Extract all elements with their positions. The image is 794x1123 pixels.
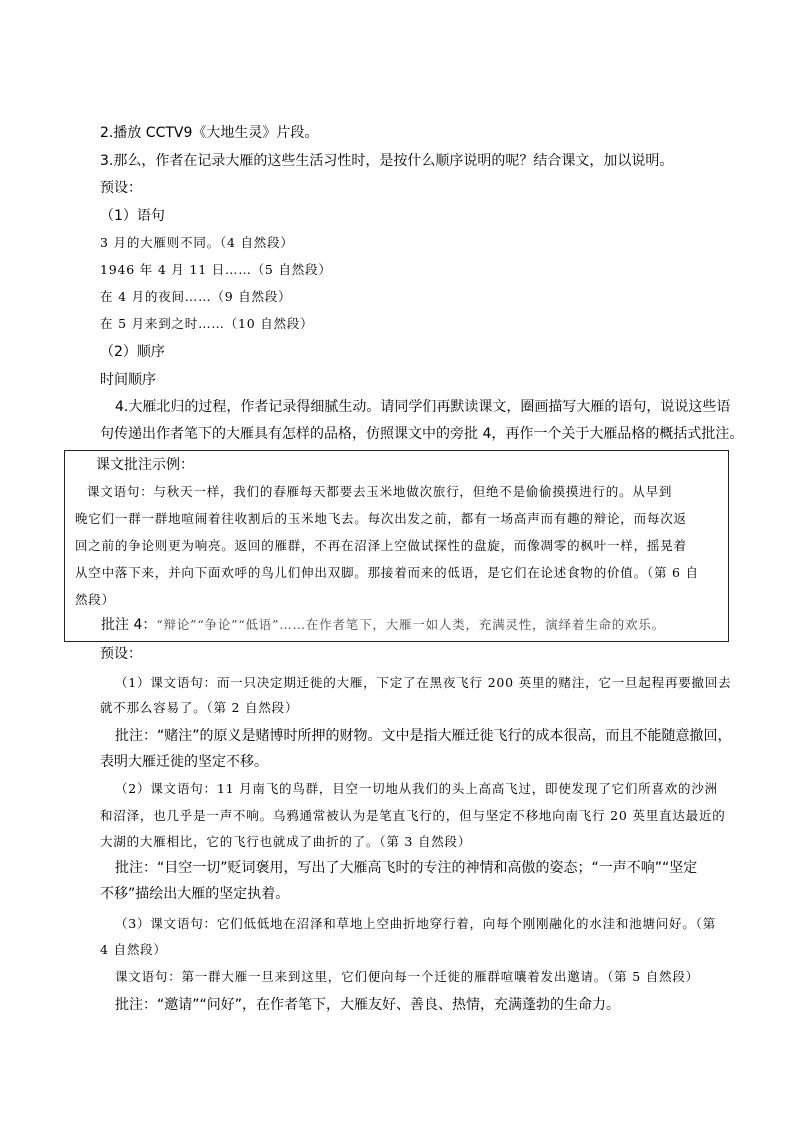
item-3-sentence-2: 课文语句：第一群大雁一旦来到这里，它们便向每一个迁徙的雁群喧嚷着发出邀请。（第 5 自然段） <box>115 969 699 984</box>
item-3-sentence-line-1: （3）课文语句：它们低低地在沼泽和草地上空曲折地穿行着，向每个刚刚融化的水洼和池塘问好。（第 <box>115 916 717 931</box>
order-answer: 时间顺序 <box>100 372 156 388</box>
item-2-sentence-line-3: 大湖的大雁相比，它的飞行也就成了曲折的了。（第 3 自然段） <box>100 834 472 849</box>
box-note-label: 批注 4： <box>101 617 157 633</box>
box-note-4 <box>101 615 665 635</box>
sentence-para-4: 3 月的大雁则不同。（4 自然段） <box>100 235 294 250</box>
item-1-note-line-2: 表明大雁迁徙的坚定不移。 <box>100 754 268 770</box>
item-3-sentence-line-2: 4 自然段） <box>100 942 167 957</box>
sentence-para-10: 在 5 月来到之时……（10 自然段） <box>100 316 314 331</box>
box-note-body: “辩论”“争论”“低语”……在作者笔下，大雁一如人类，充满灵性，演绎着生命的欢乐。 <box>156 617 666 632</box>
box-sentence-line-4: 从空中落下来，并向下面欢呼的鸟儿们伸出双脚。那接着而来的低语，是它们在论述食物的价值。（第 6 自 <box>75 565 699 580</box>
order-heading: （2）顺序 <box>100 344 165 360</box>
item-1-sentence-line-1: （1）课文语句：而一只决定期迁徙的大雁，下定了在黑夜飞行 200 英里的赌注，它一旦起程再要撤回去 <box>115 675 732 690</box>
item-2-sentence-line-1: （2）课文语句：11 月南飞的鸟群，目空一切地从我们的头上高高飞过，即使发现了它们所喜欢的沙洲 <box>115 781 718 796</box>
annotation-example-box <box>64 450 729 642</box>
sentence-para-5: 1946 年 4 月 11 日……（5 自然段） <box>100 262 332 277</box>
item-2-note-line-2: 不移”描绘出大雁的坚定执着。 <box>100 886 290 902</box>
step-3-question: 3.那么，作者在记录大雁的这些生活习性时，是按什么顺序说明的呢？结合课文，加以说明。 <box>100 153 674 169</box>
item-1-sentence-line-2: 就不那么容易了。（第 2 自然段） <box>100 700 299 715</box>
box-sentence-line-3: 回之前的争论则更为响亮。返回的雁群，不再在沼泽上空做试探性的盘旋，而像凋零的枫叶一样，摇晃着 <box>75 538 687 553</box>
item-1-note-line-1: 批注：“赌注”的原义是赌博时所押的财物。文中是指大雁迁徙飞行的成本很高，而且不能随意撤回， <box>115 728 732 744</box>
preset-label-2: 预设： <box>100 646 142 662</box>
item-2-sentence-line-2: 和沼泽，也几乎是一声不响。乌鸦通常被认为是笔直飞行的，但与坚定不移地向南飞行 20 英里直达最近的 <box>100 808 726 823</box>
box-sentence-line-2: 晚它们一群一群地喧闹着往收割后的玉米地飞去。每次出发之前，都有一场高声而有趣的辩论，而每次返 <box>75 511 687 526</box>
item-2-note-line-1: 批注：“目空一切”贬词褒用，写出了大雁高飞时的专注的神情和高傲的姿态；“一声不响”“坚定 <box>115 860 698 876</box>
box-title: 课文批注示例： <box>96 457 194 473</box>
step-4-text-line-1: 4.大雁北归的过程，作者记录得细腻生动。请同学们再默读课文，圈画描写大雁的语句，说说这些语 <box>115 399 731 415</box>
box-sentence-line-1: 课文语句：与秋天一样，我们的春雁每天都要去玉米地做次旅行，但绝不是偷偷摸摸进行的。从早到 <box>87 484 673 499</box>
sentence-para-9: 在 4 月的夜间……（9 自然段） <box>100 289 292 304</box>
step-2-text: 2.播放 CCTV9《大地生灵》片段。 <box>100 125 319 141</box>
preset-label: 预设： <box>100 180 142 196</box>
item-3-note: 批注：“邀请”“问好”，在作者笔下，大雁友好、善良、热情，充满蓬勃的生命力。 <box>115 997 621 1013</box>
box-sentence-line-5: 然段） <box>75 592 115 607</box>
sentences-heading: （1）语句 <box>100 208 165 224</box>
step-4-text-line-2: 句传递出作者笔下的大雁具有怎样的品格，仿照课文中的旁批 4，再作一个关于大雁品格的概括式批注。 <box>100 426 744 442</box>
